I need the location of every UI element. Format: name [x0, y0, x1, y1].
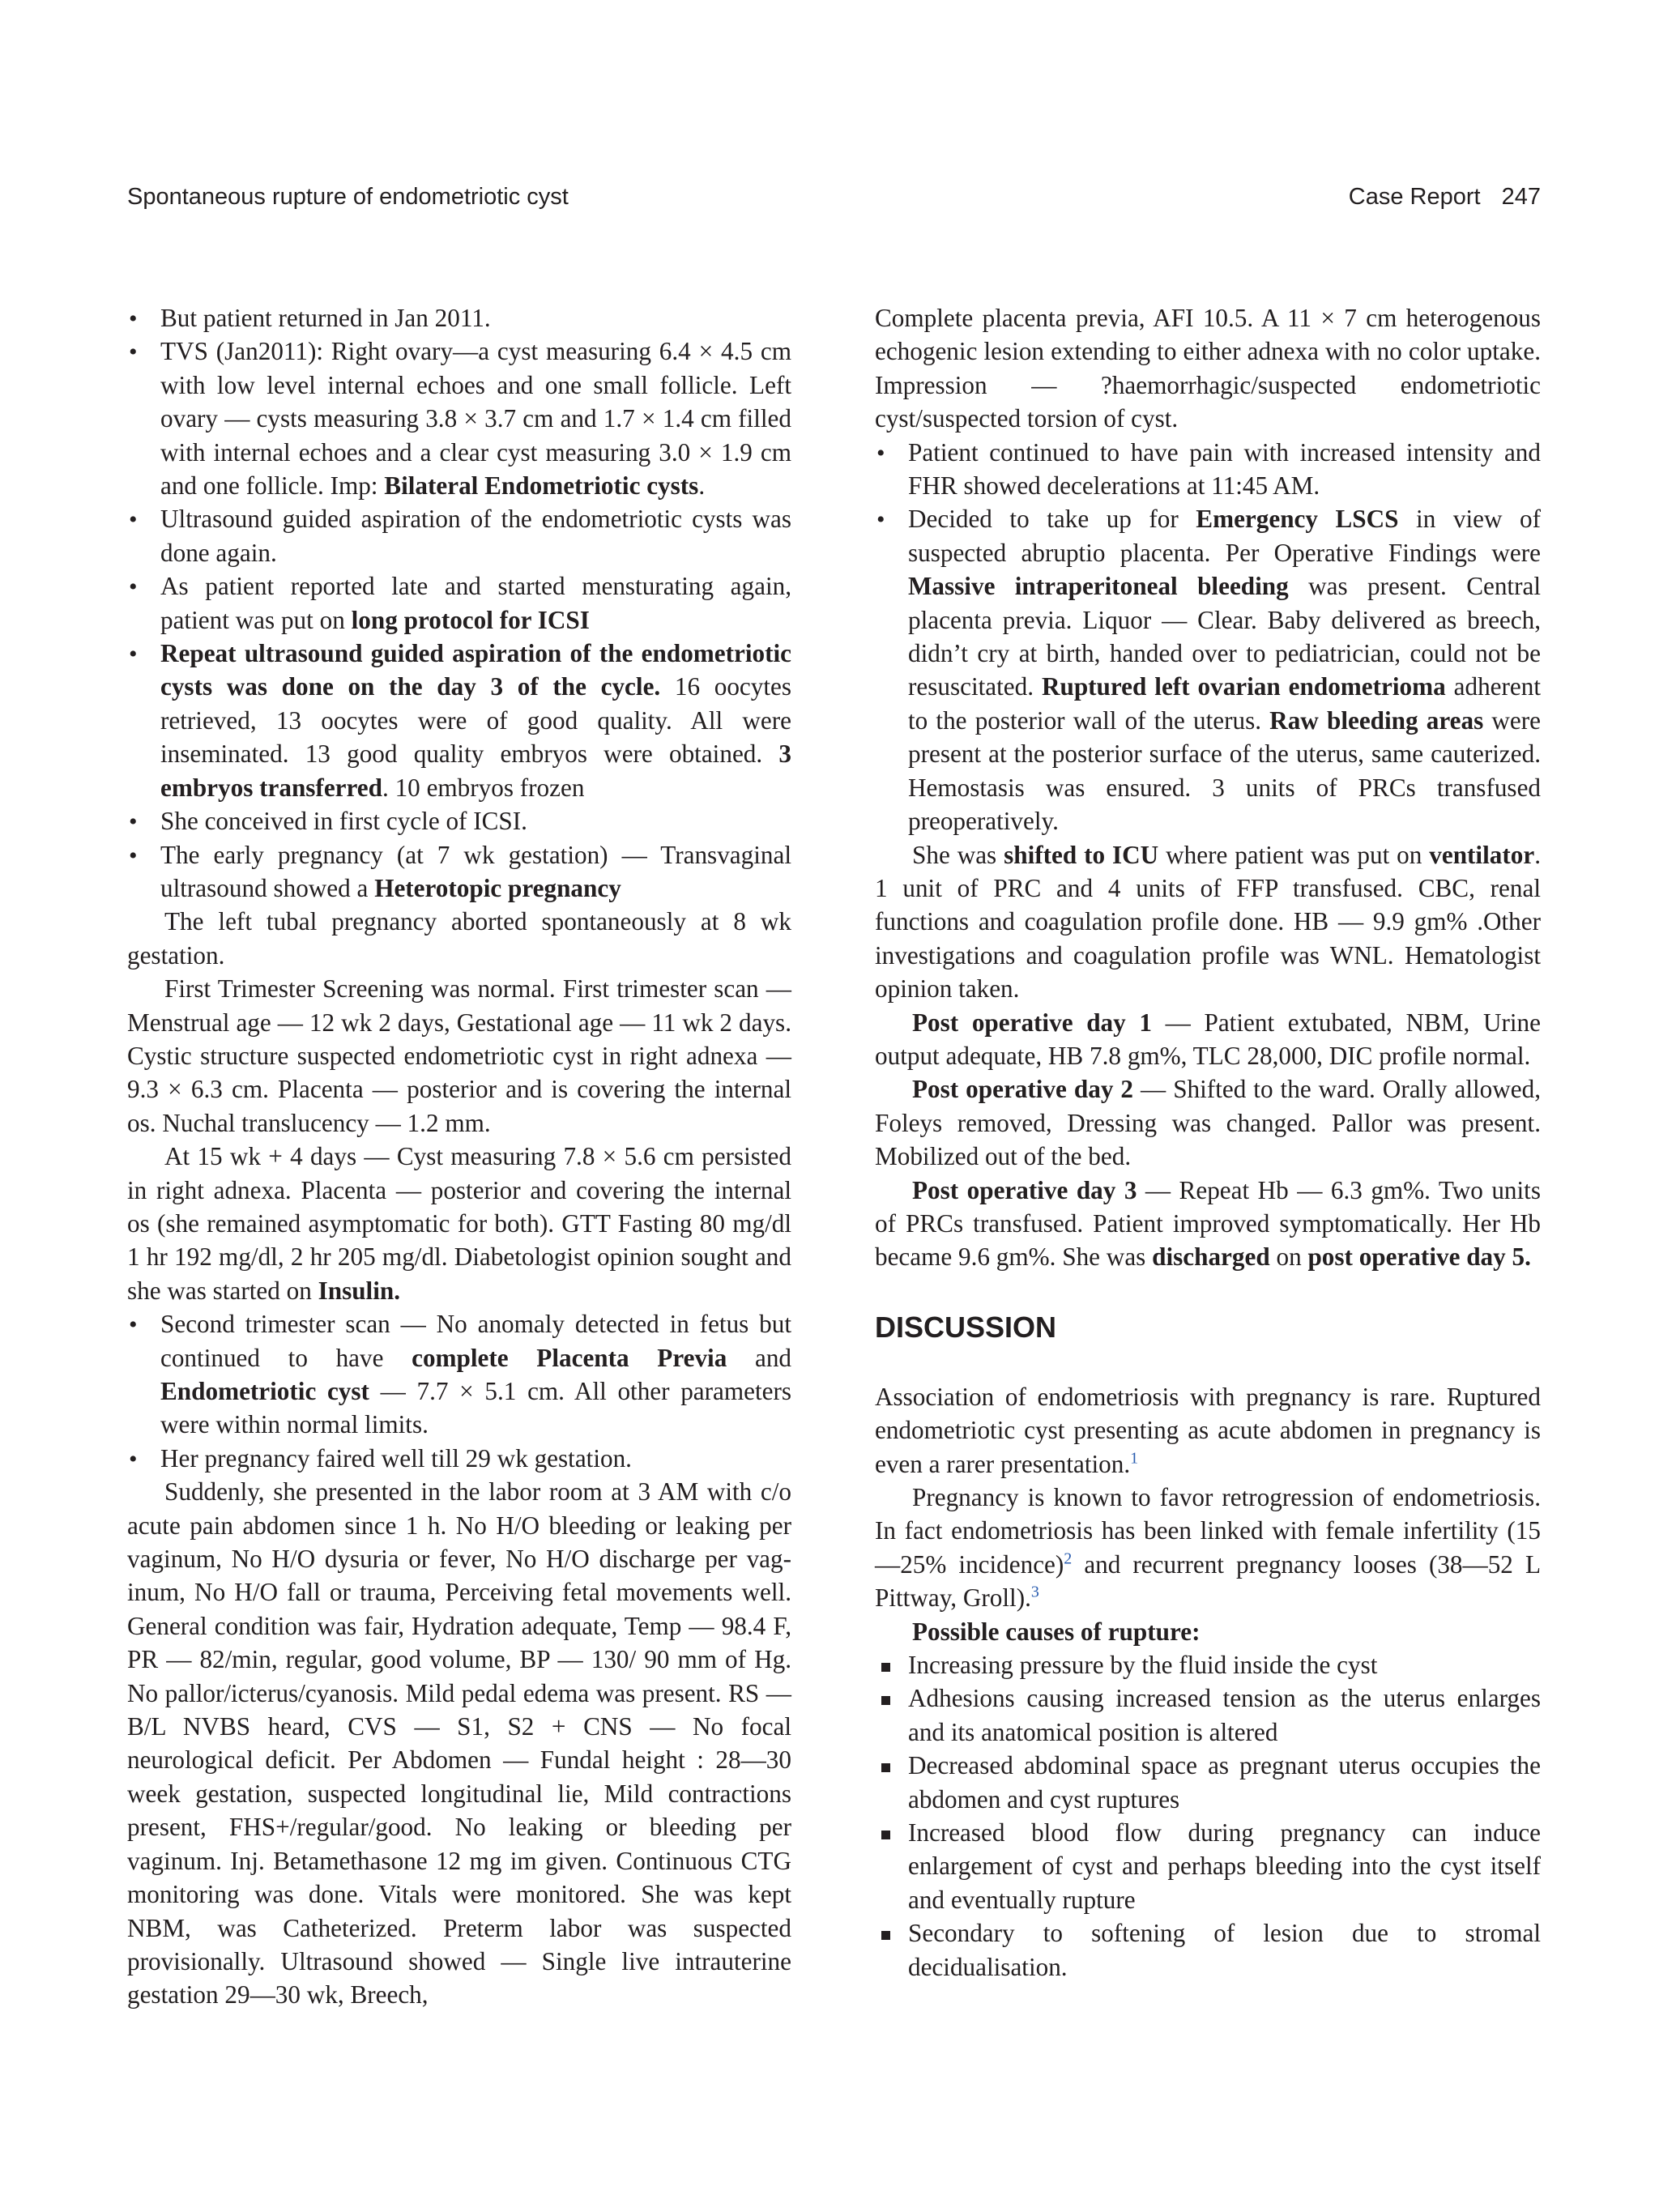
text-run: was present. Central placenta previa. Liquor — Clear. Baby delivered as breech, didn’t cry at birth, handed over to pediatrician, could not be resuscitated.	[908, 572, 1541, 701]
text-run: — Shifted to the ward. Orally allowed, Foleys removed, Dressing was changed. Pallor was present. Mobilized out of the bed.	[875, 1075, 1542, 1171]
bold-text: Ruptured left ovarian endometrioma	[1041, 672, 1446, 701]
bullet-icon	[129, 838, 153, 872]
bullet-icon	[129, 1442, 153, 1476]
text-run: She conceived in first cycle of ICSI.	[160, 807, 527, 836]
paragraph-group	[875, 838, 1541, 1274]
reference-citation[interactable]: 2	[1064, 1549, 1073, 1568]
running-head-right	[1349, 181, 1541, 213]
left-column	[127, 301, 791, 2012]
paragraph	[127, 1475, 791, 2012]
text-run: As patient reported late and started mensturating again, patient was put on	[160, 572, 791, 634]
text-run: . 1 unit of PRC and 4 units of FFP transfused. CBC, renal functions and coagulation profile done. HB — 9.9 gm% .Other investigations and coagulation profile was WNL. Hematologist opinion taken.	[875, 840, 1541, 1004]
paragraph-group	[127, 905, 791, 1307]
bold-text: ventilator	[1429, 840, 1535, 869]
text-run: First Trimester Screening was normal. First trimester scan — Menstrual age — 12 wk 2 days, Gestational age — 11 wk 2 days. Cystic structure suspected endometriotic cyst in right adnexa —9.3 × 6.3 cm. Placenta — posterior and is covering the internal os. Nuchal translucency — 1.2 mm.	[127, 974, 791, 1137]
text-run: were present at the posterior surface of the uterus, same cauterized. Hemostasis was ensured. 3 units of PRCs transfused preoperatively.	[908, 705, 1541, 836]
running-head-title: Spontaneous rupture of endometriotic cyst	[127, 184, 569, 210]
paragraph-group	[127, 1475, 791, 2012]
bullet-icon	[129, 335, 153, 369]
paragraph	[875, 1481, 1541, 1615]
list-item	[875, 1749, 1541, 1816]
text-run: — 7.7 × 5.1 cm. All other parameters were within normal limits.	[160, 1377, 792, 1439]
running-head	[127, 181, 1541, 213]
bullet-list	[127, 301, 791, 905]
list-item	[127, 804, 791, 837]
text-run: and recurrent pregnancy looses (38—52 L Pittway, Groll).	[875, 1549, 1541, 1613]
list-item	[127, 569, 791, 637]
text-run: in view of suspected abruptio placenta. Per Operative Findings were	[908, 505, 1541, 567]
text-run: on	[1269, 1242, 1308, 1272]
paragraph-group	[875, 1380, 1541, 1648]
text-run: Pregnancy is known to favor retrogression of endometriosis. In fact endometriosis has been linked with female infertility (15—25% incidence)	[875, 1483, 1541, 1579]
text-run: Increasing pressure by the fluid inside the cyst	[908, 1651, 1378, 1680]
bold-text: Repeat ultrasound guided aspiration of the endometriotic cysts was done on the day 3 of the cycle.	[160, 639, 791, 701]
bold-text: 3 embryos transferred	[160, 739, 791, 802]
list-item	[875, 1681, 1541, 1749]
paragraph	[127, 905, 791, 972]
reference-citation[interactable]: 1	[1130, 1449, 1139, 1468]
section-heading-discussion: DISCUSSION	[875, 1310, 1057, 1344]
list-item	[127, 838, 791, 906]
paragraph	[875, 1615, 1541, 1648]
paragraph	[127, 972, 791, 1140]
text-run: But patient returned in Jan 2011.	[160, 304, 491, 332]
bold-text: Possible causes of rupture:	[912, 1617, 1201, 1646]
text-run: 16 oocytes retrieved, 13 oocytes were of good quality. All were inseminated. 13 good quality embryos were obtained.	[160, 672, 791, 769]
bold-text: complete Placenta Previa	[412, 1343, 727, 1372]
list-item	[127, 1307, 791, 1442]
bullet-icon	[129, 637, 153, 671]
list-item	[875, 502, 1541, 837]
list-item	[127, 301, 791, 335]
bold-text: post operative day 5.	[1307, 1242, 1531, 1272]
bold-text: Post operative day 1	[912, 1008, 1152, 1037]
list-item	[875, 1916, 1541, 1984]
bullet-icon	[129, 804, 153, 838]
text-run: and	[727, 1343, 792, 1372]
text-run: At 15 wk + 4 days — Cyst measuring 7.8 × 5.6 cm persisted in right adnexa. Placenta — posterior and covering the internal os (she remained asymptomatic for both). GTT Fasting 80 mg/dl 1 hr 192 mg/dl, 2 hr 205 mg/dl. Diabetologist opinion sought and she was started on	[127, 1142, 791, 1305]
text-run: She was	[912, 840, 1004, 869]
text-run: .	[698, 471, 706, 501]
text-run: Secondary to softening of lesion due to stromal decidualisation.	[908, 1919, 1541, 1981]
bold-text: Bilateral Endometriotic cysts	[384, 471, 699, 501]
text-run: adherent to the posterior wall of the uterus.	[908, 672, 1541, 735]
bold-text: Raw bleeding areas	[1269, 705, 1484, 735]
paragraph	[875, 1174, 1541, 1274]
text-run: where patient was put on	[1158, 840, 1430, 869]
text-run: — Repeat Hb — 6.3 gm%. Two units of PRCs transfused. Patient improved symptomatically. Her Hb became 9.6 gm%. She was	[875, 1175, 1541, 1272]
list-item	[127, 1442, 791, 1475]
list-item	[875, 1816, 1541, 1916]
bullet-icon	[876, 436, 901, 470]
list-item	[127, 637, 791, 804]
list-item	[127, 335, 791, 502]
list-item	[875, 436, 1541, 503]
bullet-icon	[129, 569, 153, 603]
text-run: Association of endometriosis with pregnancy is rare. Ruptured endometriotic cyst presenting as acute abdomen in pregnancy is even a rarer presentation.	[875, 1382, 1541, 1478]
paragraph	[875, 838, 1541, 1006]
paragraph	[875, 1380, 1541, 1481]
bullet-icon	[129, 502, 153, 536]
causes-list	[875, 1648, 1541, 1984]
text-run: Her pregnancy faired well till 29 wk gestation.	[160, 1443, 632, 1473]
bold-text: Endometriotic cyst	[160, 1377, 369, 1405]
paragraph	[875, 1006, 1541, 1073]
bullet-icon	[876, 502, 901, 536]
paragraph	[875, 1072, 1541, 1173]
right-column	[875, 301, 1541, 1984]
text-run: The early pregnancy (at 7 wk gestation) — Transvaginal ultrasound showed a	[160, 840, 791, 902]
bold-text: Insulin.	[318, 1276, 401, 1305]
bold-text: shifted to ICU	[1004, 840, 1159, 869]
bold-text: discharged	[1152, 1242, 1270, 1272]
running-head-section: Case Report	[1348, 184, 1481, 210]
text-run: Increased blood flow during pregnancy can induce enlargement of cyst and perhaps bleeding into the cyst itself and eventually rupture	[908, 1818, 1541, 1914]
text-run: Suddenly, she presented in the labor room at 3 AM with c/o acute pain abdomen since 1 h. No H/O bleeding or leaking per vaginum, No H/O dysuria or fever, No H/O discharge per vaginum, No H/O fall or trauma, Perceiving fetal movements well. General condition was fair, Hydration adequate, Temp — 98.4 F, PR — 82/min, regular, good volume, BP — 130/ 90 mm of Hg. No pallor/icterus/cyanosis. Mild pedal edema was present. RS — B/L NVBS heard, CVS — S1, S2 + CNS — No focal neurological deficit. Per Abdomen — Fundal height : 28—30 week gestation, suspected longitudinal lie, Mild contractions present, FHS+/regular/good. No leaking or bleeding per vaginum. Inj. Betamethasone 12 mg im given. Continuous CTG monitoring was done. Vitals were monitored. She was kept NBM, was Catheterized. Preterm labor was suspected provisionally. Ultrasound showed — Single live intrauterine gestation 29—30 wk, Breech,	[127, 1477, 791, 2010]
text-run: Complete placenta previa, AFI 10.5. A 11 × 7 cm heterogenous echogenic lesion extending to either adnexa with no color uptake. Impression — ?haemorrhagic/suspected endometriotic cyst/suspected torsion of cyst.	[875, 304, 1541, 433]
paragraph-group	[875, 301, 1541, 436]
bold-text: Heterotopic pregnancy	[374, 873, 621, 902]
bold-text: Massive intraperitoneal bleeding	[908, 572, 1289, 601]
text-run: Ultrasound guided aspiration of the endometriotic cysts was done again.	[160, 505, 791, 567]
bold-text: long protocol for ICSI	[351, 605, 590, 634]
page-number: 247	[1501, 184, 1541, 210]
text-run: Decided to take up for	[908, 505, 1196, 534]
text-run: Patient continued to have pain with increased intensity and FHR showed decelerations at 11:45 AM.	[908, 437, 1541, 501]
text-run: TVS (Jan2011): Right ovary—a cyst measuring 6.4 × 4.5 cm with low level internal echoes and one small follicle. Left ovary — cysts measuring 3.8 × 3.7 cm and 1.7 × 1.4 cm filled with internal echoes and a clear cyst measuring 3.0 × 1.9 cm and one follicle. Imp:	[160, 337, 791, 501]
bold-text: Emergency LSCS	[1196, 505, 1399, 534]
bullet-list	[127, 1307, 791, 1475]
paragraph	[875, 301, 1541, 436]
text-run: The left tubal pregnancy aborted spontaneously at 8 wk gestation.	[127, 907, 791, 970]
paragraph	[127, 1140, 791, 1307]
text-run: — Patient extubated, NBM, Urine output adequate, HB 7.8 gm%, TLC 28,000, DIC profile normal.	[875, 1008, 1541, 1070]
bullet-list	[875, 436, 1541, 838]
bold-text: Post operative day 3	[912, 1175, 1137, 1204]
reference-citation[interactable]: 3	[1030, 1583, 1039, 1601]
text-run: Decreased abdominal space as pregnant uterus occupies the abdomen and cyst ruptures	[908, 1751, 1541, 1813]
bullet-icon	[129, 1307, 153, 1341]
text-run: Adhesions causing increased tension as the uterus enlarges and its anatomical position is altered	[908, 1684, 1541, 1746]
text-run: . 10 embryos frozen	[382, 773, 585, 802]
bullet-icon	[129, 301, 153, 335]
text-run: Second trimester scan — No anomaly detected in fetus but continued to have	[160, 1310, 791, 1372]
list-item	[127, 502, 791, 569]
bold-text: Post operative day 2	[912, 1075, 1134, 1104]
list-item	[875, 1648, 1541, 1681]
